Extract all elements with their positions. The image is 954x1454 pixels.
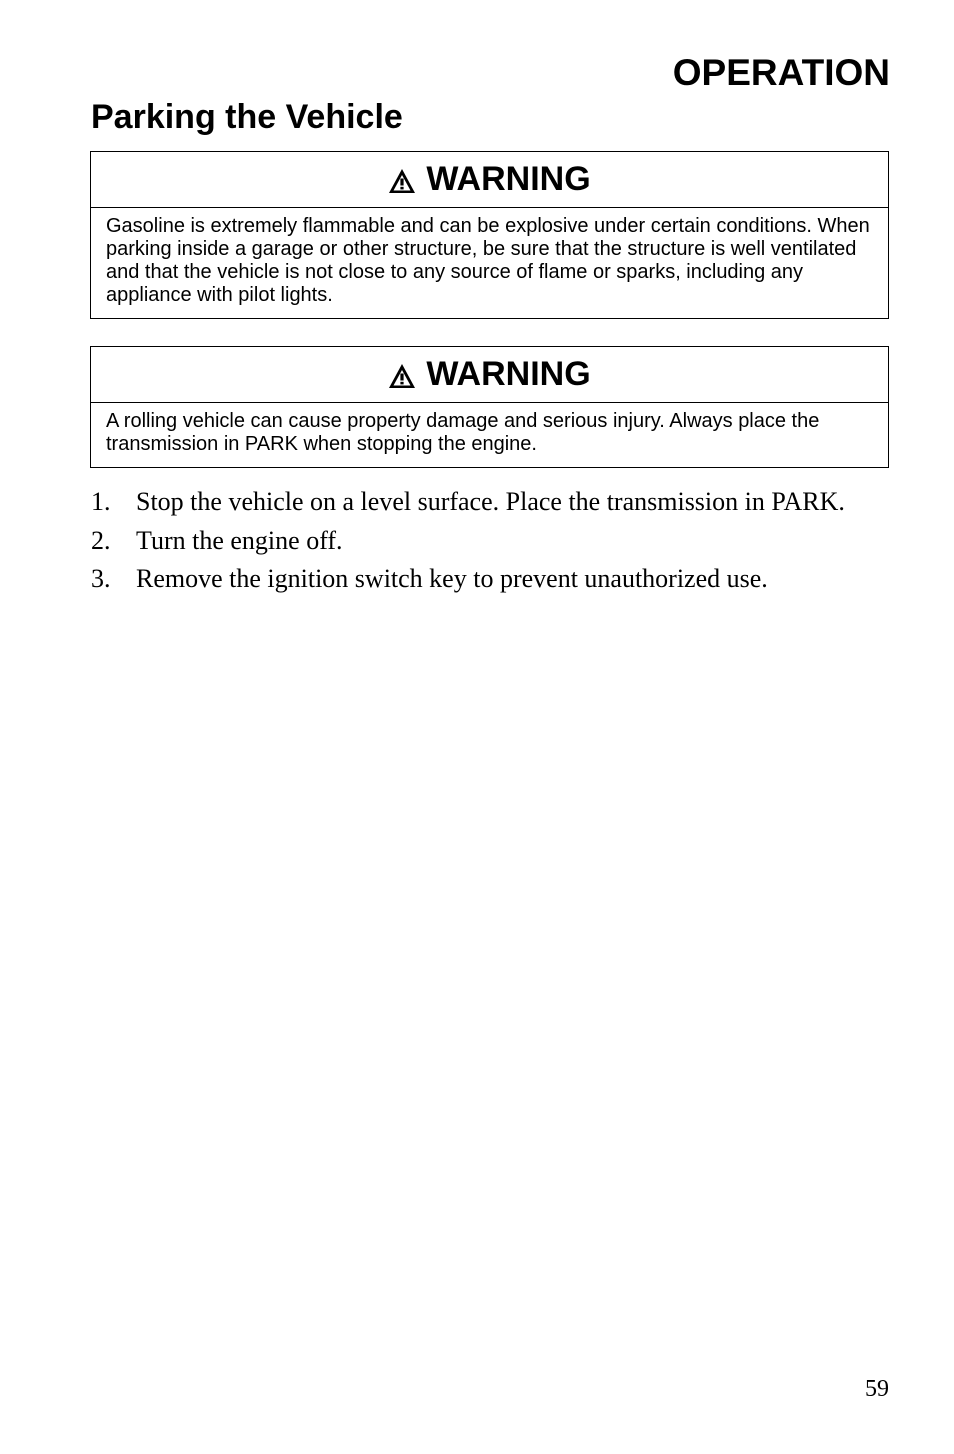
warning-heading [91, 152, 888, 208]
steps-list [91, 487, 911, 603]
step-number: 3. [91, 564, 111, 593]
warning-box-gasoline [90, 151, 889, 319]
warning-text: A rolling vehicle can cause property damage and serious injury. Always place the transmission in PARK when stopping the engine. [106, 410, 820, 455]
step-text: Stop the vehicle on a level surface. Place the transmission in PARK. [136, 487, 845, 516]
section-header: OPERATION [672, 52, 890, 93]
list-item [91, 526, 911, 565]
page-title: Parking the Vehicle [91, 98, 403, 136]
step-number: 2. [91, 525, 111, 555]
warning-heading-text: WARNING [426, 160, 591, 198]
warning-text: Gasoline is extremely flammable and can be explosive under certain conditions. When parking inside a garage or other structure, be sure that the structure is well ventilated and that the vehicle is not close to any source of flame or sparks, including any appliance with pilot lights. [106, 215, 870, 306]
warning-heading-text: WARNING [426, 355, 591, 393]
warning-heading [91, 347, 888, 403]
step-text: Remove the ignition switch key to prevent unauthorized use. [136, 564, 768, 593]
page-number: 59 [865, 1376, 889, 1402]
list-item [91, 564, 911, 603]
step-number: 1. [91, 487, 111, 516]
warning-triangle-icon [388, 168, 416, 194]
warning-triangle-icon [388, 363, 416, 389]
step-text: Turn the engine off. [136, 525, 343, 555]
warning-box-rolling [90, 346, 889, 468]
list-item [91, 487, 911, 526]
